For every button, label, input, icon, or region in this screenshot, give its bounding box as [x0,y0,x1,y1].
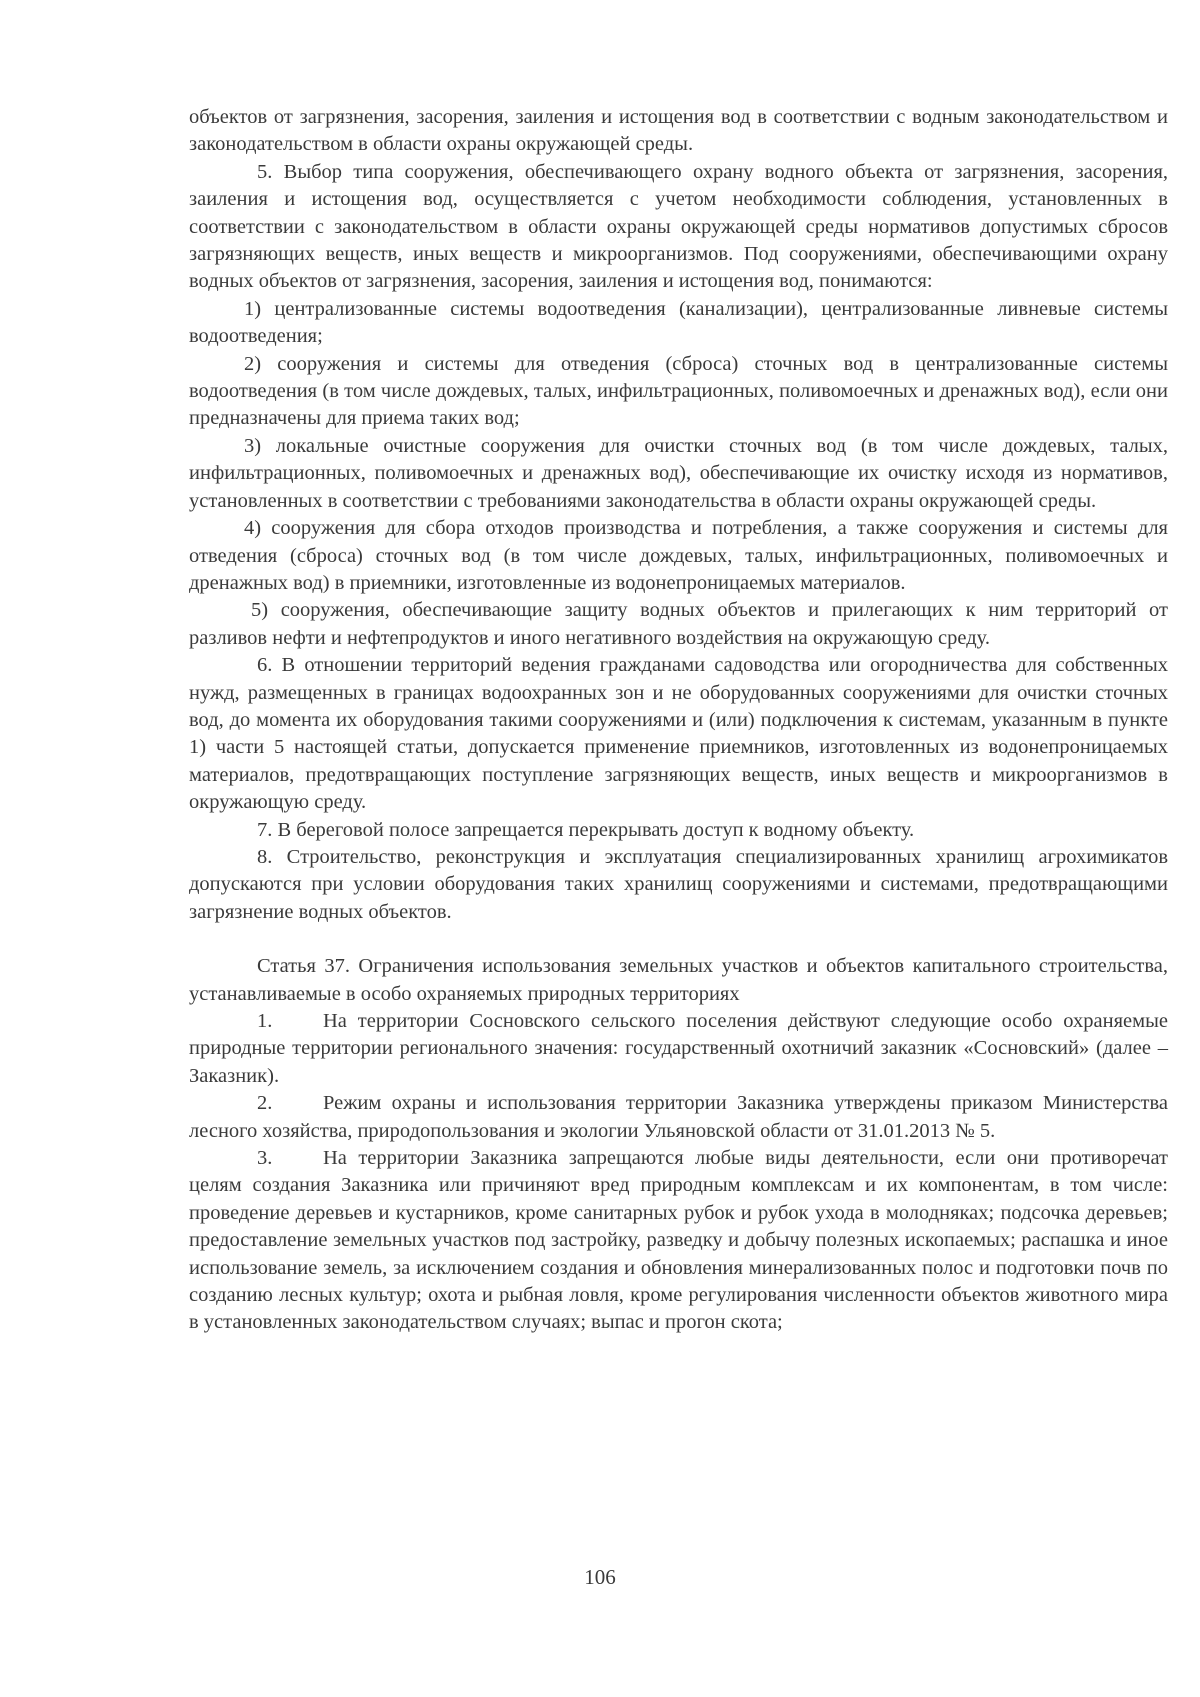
paragraph-item-5: 5. Выбор типа сооружения, обеспечивающего охрану водного объекта от загрязнения, засорения, заиления и истощения вод, осуществляется с учетом необходимости соблюдения, установленных в соответствии с законодательством в области охраны окружающей среды нормативов допустимых сбросов загрязняющих веществ, иных веществ и микроорганизмов. Под сооружениями, обеспечивающими охрану водных объектов от загрязнения, засорения, заиления и истощения вод, понимаются: [189,160,1168,293]
paragraph-continuation: объектов от загрязнения, засорения, заиления и истощения вод в соответствии с водным законодательством и законодательством в области охраны окружающей среды. [189,106,1168,156]
paragraph-subitem-1: 1) централизованные системы водоотведения (канализации), централизованные ливневые системы водоотведения; [189,297,1168,348]
paragraph-subitem-2: 2) сооружения и системы для отведения (сброса) сточных вод в централизованные системы водоотведения (в том числе дождевых, талых, инфильтрационных, поливомоечных и дренажных вод), если они предназначены для приема таких вод; [189,352,1168,430]
article-item-text: Режим охраны и использования территории Заказника утверждены приказом Министерства лесного хозяйства, природопользования и экологии Ульяновской области от 31.01.2013 № 5. [189,1092,1168,1142]
paragraph-item-8: 8. Строительство, реконструкция и эксплуатация специализированных хранилищ агрохимикатов допускаются при условии оборудования таких хранилищ сооружениями и системами, предотвращающими загрязнение водных объектов. [189,845,1168,923]
article-item-number: 3. [257,1147,273,1170]
paragraph-item-6: 6. В отношении территорий ведения гражданами садоводства или огородничества для собственных нужд, размещенных в границах водоохранных зон и не оборудованных сооружениями для очистки сточных вод, до момента их оборудования такими сооружениями и (или) подключения к системам, указанным в пункте 1) части 5 настоящей статьи, допускается применение приемников, изготовленных из водонепроницаемых материалов, предотвращающих поступление загрязняющих веществ, иных веществ и микроорганизмов в окружающую среду. [189,654,1168,814]
article-item-number: 1. [257,1010,273,1032]
article-item-3 [189,1145,1168,1337]
document-body [189,104,1168,1337]
paragraph-subitem-4: 4) сооружения для сбора отходов производства и потребления, а также сооружения и системы для отведения (сброса) сточных вод (в том числе дождевых, талых, инфильтрационных, поливомоечных и дренажных вод) в приемники, изготовленные из водонепроницаемых материалов. [189,517,1168,594]
page-number: 106 [584,1565,616,1589]
paragraph-subitem-5: 5) сооружения, обеспечивающие защиту водных объектов и прилегающих к ним территорий от разливов нефти и нефтепродуктов и иного негативного воздействия на окружающую среду. [189,599,1168,649]
article-heading: Статья 37. Ограничения использования земельных участков и объектов капитального строительства, устанавливаемые в особо охраняемых природных территориях [189,955,1168,1005]
article-item-number: 2. [257,1092,273,1115]
article-item-2 [189,1090,1168,1145]
article-item-text: На территории Сосновского сельского поселения действуют следующие особо охраняемые природные территории регионального значения: государственный охотничий заказник «Сосновский» (далее – Заказник). [189,1010,1168,1087]
paragraph-subitem-3: 3) локальные очистные сооружения для очистки сточных вод (в том числе дождевых, талых, инфильтрационных, поливомоечных и дренажных вод), обеспечивающие их очистку исходя из нормативов, установленных в соответствии с требованиями законодательства в области охраны окружающей среды. [189,434,1168,512]
paragraph-item-7: 7. В береговой полосе запрещается перекрывать доступ к водному объекту. [257,818,915,841]
article-item-1 [189,1008,1168,1090]
article-item-text: На территории Заказника запрещаются любые виды деятельности, если они противоречат целям создания Заказника или причиняют вред природным комплексам и их компонентам, в том числе: проведение деревьев и кустарников, кроме санитарных рубок и рубок ухода в молодняках; подсочка деревьев; предоставление земельных участков под застройку, разведку и добычу полезных ископаемых; распашка и иное использование земель, за исключением создания и обновления минерализованных полос и подготовки почв по созданию лесных культур; охота и рыбная ловля, кроме регулирования численности объектов животного мира в установленных законодательством случаях; выпас и прогон скота; [189,1147,1168,1334]
